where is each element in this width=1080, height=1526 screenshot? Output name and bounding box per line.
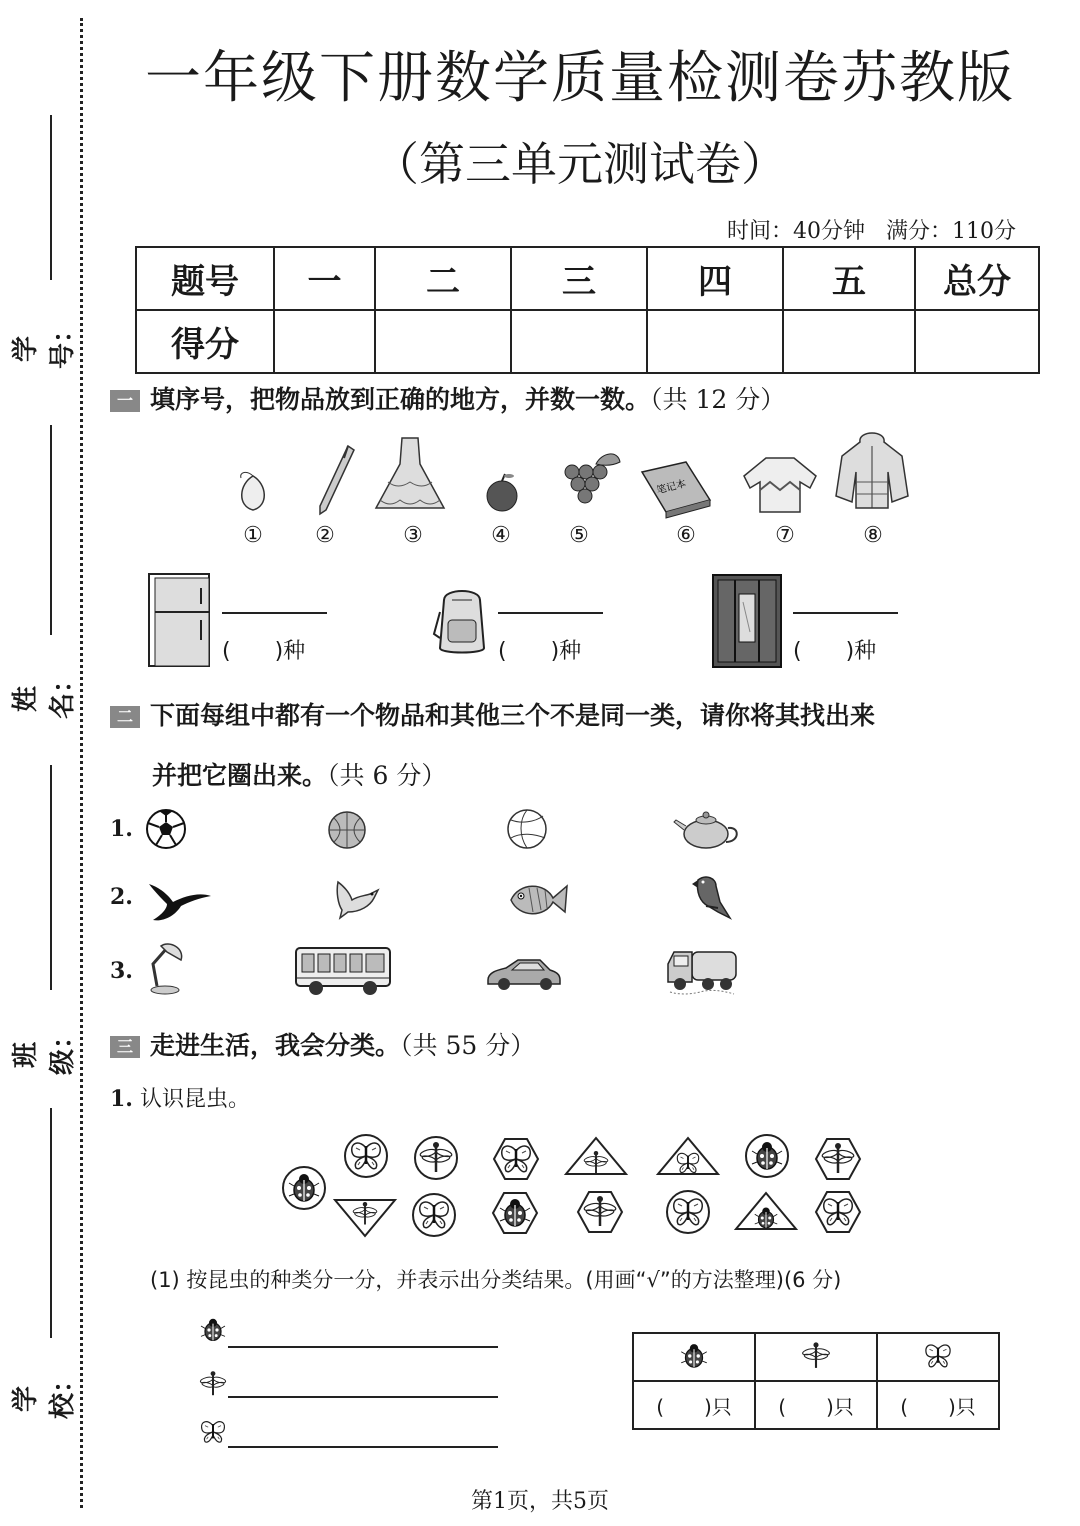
score-cell[interactable]: [375, 310, 511, 373]
row-number: 2.: [110, 884, 133, 910]
class-line: [50, 765, 52, 990]
circle-dragonfly: [415, 1137, 457, 1179]
hexagon-ladybug: [493, 1193, 537, 1233]
student-number-label: 学号：: [11, 316, 78, 369]
wardrobe-icon: [710, 572, 786, 670]
hexagon-butterfly: [816, 1192, 860, 1232]
backpack-icon: [432, 586, 492, 658]
item-number: ⑥: [676, 523, 696, 548]
dragonfly-icon: [799, 1338, 833, 1372]
triangle-ladybug: [736, 1193, 796, 1229]
section3-points: （共 55 分）: [400, 1031, 536, 1060]
section2-badge: 二: [110, 706, 140, 728]
triangle-dragonfly: [335, 1200, 395, 1236]
item-number: ①: [243, 523, 263, 548]
peach-icon: [241, 472, 265, 510]
section1-points: （共 12 分）: [650, 385, 786, 414]
triangle-dragonfly: [566, 1138, 626, 1174]
insect-count-table: [632, 1332, 1000, 1430]
volleyball-icon[interactable]: [505, 808, 549, 850]
wardrobe-answer-line[interactable]: [793, 612, 898, 614]
school-label: 学校：: [11, 1366, 78, 1419]
dragonfly-header-cell: [755, 1333, 877, 1381]
notebook-text: 笔记本: [655, 478, 688, 497]
triangle-butterfly: [658, 1138, 718, 1174]
circle-ladybug: [283, 1167, 325, 1209]
hexagon-dragonfly: [816, 1139, 860, 1179]
basketball-icon[interactable]: [326, 810, 368, 850]
score-cell[interactable]: [915, 310, 1039, 373]
circle-butterfly: [667, 1191, 709, 1233]
item-number: ⑤: [569, 523, 589, 548]
butterfly-icon: [202, 1422, 225, 1443]
swallow-icon[interactable]: [145, 878, 213, 924]
insect-shapes: [270, 1128, 880, 1246]
ladybug-tally-line[interactable]: [228, 1346, 498, 1348]
page-subtitle: （第三单元测试卷）: [373, 137, 787, 191]
soccer-ball-icon[interactable]: [145, 808, 187, 850]
ladybug-icon: [201, 1319, 225, 1341]
q1-sub-instruction: (1) 按昆虫的种类分一分，并表示出分类结果。(用画“√”的方法整理)(6 分): [150, 1268, 842, 1292]
apple-icon: [487, 474, 517, 511]
score-row-label: 得分: [136, 310, 274, 373]
fish-icon[interactable]: [505, 876, 569, 922]
backpack-count[interactable]: ( )种: [498, 639, 582, 664]
dragonfly-count-cell[interactable]: ( )只: [755, 1381, 877, 1429]
school-line: [50, 1108, 52, 1338]
section2-text-line2: 并把它圈出来。: [152, 761, 328, 790]
dragonfly-icon: [200, 1371, 226, 1395]
section1-heading: [110, 380, 785, 416]
row-number: 3.: [110, 958, 133, 984]
score-header-cell: 题号: [136, 247, 274, 310]
item-number: ②: [315, 523, 335, 548]
binding-dotted-line: [80, 18, 83, 1508]
butterfly-header-cell: [877, 1333, 999, 1381]
section3-text: 走进生活，我会分类。: [150, 1031, 401, 1060]
item-number: ③: [403, 523, 423, 548]
score-table-header-row: [136, 247, 1039, 310]
butterfly-icon: [921, 1338, 955, 1372]
score-cell[interactable]: [511, 310, 647, 373]
time-label: 时间：40分钟: [727, 219, 865, 244]
score-cell[interactable]: [647, 310, 783, 373]
score-cell[interactable]: [274, 310, 375, 373]
butterfly-tally-line[interactable]: [228, 1446, 498, 1448]
fridge-icon: [145, 570, 215, 670]
section2-heading-line2: [152, 756, 446, 792]
notebook-icon: [642, 462, 710, 518]
q1-line: [110, 1082, 250, 1113]
score-table-score-row: [136, 310, 1039, 373]
page-footer: 第1页，共5页: [471, 1489, 609, 1514]
insect-count-row: [633, 1381, 999, 1429]
section1-text: 填序号，把物品放到正确的地方，并数一数。: [150, 385, 651, 414]
section1-badge: 一: [110, 390, 140, 412]
section2-text-line1: 下面每组中都有一个物品和其他三个不是同一类，请你将其找出来: [150, 701, 876, 730]
fridge-answer-line[interactable]: [222, 612, 327, 614]
section2-heading: [110, 696, 875, 732]
item-number: ⑧: [863, 523, 883, 548]
insect-icon-row: [633, 1333, 999, 1381]
desk-lamp-icon[interactable]: [145, 942, 187, 996]
score-header-cell: 三: [511, 247, 647, 310]
item-number: ④: [491, 523, 511, 548]
page-title: 一年级下册数学质量检测卷苏教版: [145, 46, 1015, 111]
backpack-answer-line[interactable]: [498, 612, 603, 614]
parrot-icon[interactable]: [688, 872, 734, 922]
hexagon-dragonfly: [578, 1192, 622, 1232]
teapot-icon[interactable]: [672, 806, 744, 852]
score-header-cell: 五: [783, 247, 915, 310]
class-label: 班级：: [11, 1022, 78, 1075]
score-header-cell: 一: [274, 247, 375, 310]
grapes-icon: [565, 454, 620, 503]
bus-icon[interactable]: [292, 944, 394, 998]
q1-number: 1.: [110, 1086, 133, 1112]
score-cell[interactable]: [783, 310, 915, 373]
score-table: [135, 246, 1040, 374]
section3-badge: 三: [110, 1036, 140, 1058]
circle-butterfly: [413, 1194, 455, 1236]
dove-icon[interactable]: [332, 874, 382, 920]
ladybug-icon: [677, 1338, 711, 1372]
name-line: [50, 425, 52, 635]
pen-icon: [320, 446, 354, 514]
item-number: ⑦: [775, 523, 795, 548]
tally-icons: [196, 1316, 230, 1452]
full-score-label: 满分：110分: [886, 219, 1016, 244]
circle-butterfly: [345, 1135, 387, 1177]
jacket-icon: [836, 433, 908, 508]
fridge-count[interactable]: ( )种: [222, 639, 306, 664]
hexagon-butterfly: [494, 1139, 538, 1179]
section3-heading: [110, 1026, 535, 1062]
circle-ladybug: [746, 1135, 788, 1177]
car-icon[interactable]: [484, 954, 562, 994]
student-number-line: [50, 115, 52, 280]
section2-points: （共 6 分）: [327, 761, 447, 790]
dress-icon: [376, 438, 444, 508]
score-header-cell: 四: [647, 247, 783, 310]
section1-items: [220, 430, 940, 520]
dragonfly-tally-line[interactable]: [228, 1396, 498, 1398]
wardrobe-count[interactable]: ( )种: [793, 639, 877, 664]
sweater-icon: [744, 458, 816, 512]
butterfly-count-cell[interactable]: ( )只: [877, 1381, 999, 1429]
ladybug-header-cell: [633, 1333, 755, 1381]
ladybug-count-cell[interactable]: ( )只: [633, 1381, 755, 1429]
score-header-cell: 总分: [915, 247, 1039, 310]
exam-meta: [727, 214, 1016, 245]
row-number: 1.: [110, 816, 133, 842]
name-label: 姓名：: [11, 666, 78, 719]
score-header-cell: 二: [375, 247, 511, 310]
truck-icon[interactable]: [664, 942, 740, 998]
q1-text: 认识昆虫。: [139, 1087, 250, 1112]
